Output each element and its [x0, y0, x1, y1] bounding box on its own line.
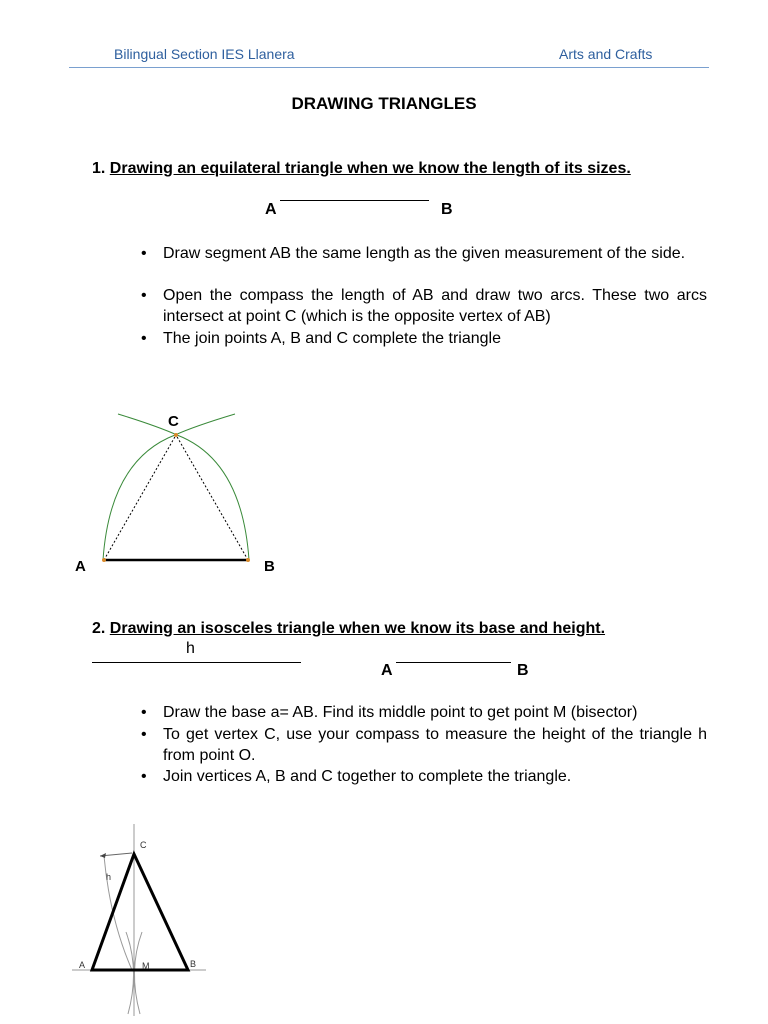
- section2-heading: [92, 620, 605, 638]
- page-title: DRAWING TRIANGLES: [291, 94, 477, 113]
- fig1-label-b: B: [264, 558, 275, 575]
- fig2-label-b: B: [190, 959, 197, 969]
- bullet-icon: •: [141, 330, 147, 347]
- bullet-icon: •: [141, 704, 147, 721]
- s1-bullet-text: Draw segment AB the same length as the given measurement of the side.: [163, 245, 686, 262]
- s2-bullet-item: [141, 702, 707, 723]
- s2-bullet-text: Draw the base a= AB. Find its middle point to get point M (bisector): [163, 704, 638, 721]
- s1-bullet-item: [141, 243, 707, 264]
- fig2-label-m: M: [142, 961, 150, 971]
- s1-segment-label-b: B: [441, 201, 453, 218]
- bisector-arc-right: [134, 932, 142, 1014]
- point-a: [102, 558, 106, 562]
- side-ac: [104, 435, 176, 560]
- fig2-label-c: C: [140, 840, 147, 850]
- s1-given-segment: [280, 200, 429, 201]
- equilateral-construction-figure: [60, 400, 300, 585]
- side-bc: [176, 435, 248, 560]
- s2-height-segment: [92, 662, 301, 663]
- s1-bullet-text: Open the compass the length of AB and draw two arcs. These two arcs intersect at point C (which is the opposite vertex of AB): [163, 287, 707, 325]
- isosceles-construction-figure: [70, 820, 220, 1020]
- s2-bullet-text: Join vertices A, B and C together to complete the triangle.: [163, 768, 572, 785]
- s1-bullet-item: [141, 328, 707, 349]
- arc-from-a: [118, 414, 249, 560]
- section1-heading-text: Drawing an equilateral triangle when we know the length of its sizes.: [109, 160, 631, 177]
- s2-bullet-text: To get vertex C, use your compass to measure the height of the triangle h from point O.: [163, 726, 707, 764]
- header-left: Bilingual Section IES Llanera: [114, 46, 295, 62]
- section2-heading-text: Drawing an isosceles triangle when we know its base and height.: [109, 620, 606, 637]
- bullet-icon: •: [141, 245, 147, 262]
- s2-segment-label-a: A: [381, 662, 393, 679]
- point-c: [174, 433, 178, 437]
- s1-segment-label-a: A: [265, 201, 277, 218]
- section1-number: 1.: [92, 160, 106, 177]
- point-b: [246, 558, 250, 562]
- s1-bullet-item: [141, 285, 707, 327]
- s2-bullet-item: [141, 766, 707, 787]
- s2-height-label: h: [186, 640, 195, 657]
- bullet-icon: •: [141, 287, 147, 304]
- bisector-arc-left: [126, 932, 134, 1014]
- fig2-label-h: h: [106, 872, 112, 882]
- bullet-icon: •: [141, 726, 147, 743]
- fig1-label-c: C: [168, 413, 179, 430]
- s1-bullet-text: The join points A, B and C complete the triangle: [163, 330, 501, 347]
- arc-from-b: [103, 414, 235, 560]
- header-right: Arts and Crafts: [559, 46, 653, 62]
- fig2-label-a: A: [79, 960, 86, 970]
- section2-number: 2.: [92, 620, 106, 637]
- header-divider: [69, 67, 709, 68]
- section1-heading: [92, 160, 631, 178]
- s2-segment-label-b: B: [517, 662, 529, 679]
- s2-base-segment: [396, 662, 511, 663]
- bullet-icon: •: [141, 768, 147, 785]
- fig1-label-a: A: [75, 558, 86, 575]
- s2-bullet-item: [141, 724, 707, 766]
